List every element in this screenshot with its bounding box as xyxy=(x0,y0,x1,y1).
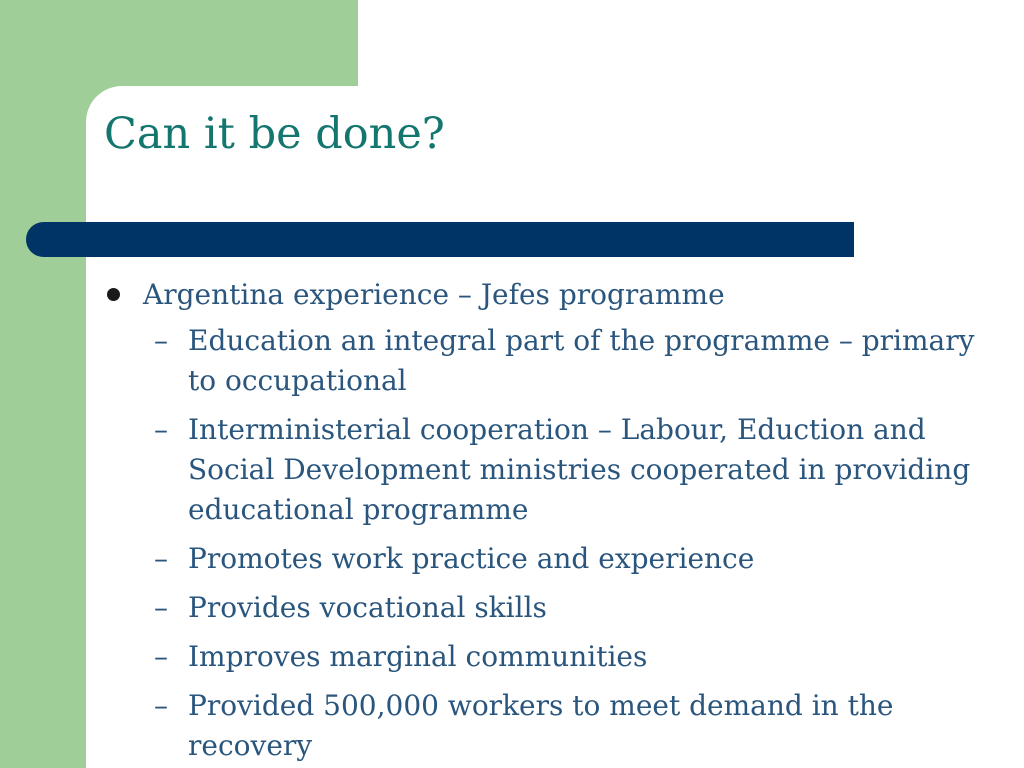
dash-marker: – xyxy=(154,689,168,722)
dash-marker: – xyxy=(154,591,168,624)
sub-bullet-item xyxy=(104,410,1009,530)
sub-bullet-item xyxy=(104,588,1009,628)
sub-bullet-text: Improves marginal communities xyxy=(188,640,648,673)
dash-marker: – xyxy=(154,640,168,673)
title-underline-bar xyxy=(26,222,854,257)
dash-marker: – xyxy=(154,413,168,446)
sub-bullet-item xyxy=(104,321,1009,401)
sub-bullet-item xyxy=(104,539,1009,579)
sub-bullet-text: Education an integral part of the programme – primary to occupational xyxy=(188,324,975,397)
dash-marker: – xyxy=(154,542,168,575)
sub-bullet-text: Provided 500,000 workers to meet demand in the recovery xyxy=(188,689,894,762)
bullet-item xyxy=(104,275,1009,315)
sub-bullet-text: Interministerial cooperation – Labour, Eduction and Social Development ministries cooperated in providing educational programme xyxy=(188,413,971,526)
sub-bullet-item xyxy=(104,686,1009,766)
sub-bullet-text: Promotes work practice and experience xyxy=(188,542,755,575)
sub-bullet-item xyxy=(104,637,1009,677)
dash-marker: – xyxy=(154,324,168,357)
slide-title: Can it be done? xyxy=(104,109,445,159)
slide-body xyxy=(104,275,1009,766)
bullet-dot-icon xyxy=(107,288,120,301)
sub-bullet-text: Provides vocational skills xyxy=(188,591,547,624)
bullet-text: Argentina experience – Jefes programme xyxy=(143,278,725,311)
sub-bullet-list xyxy=(104,321,1009,766)
